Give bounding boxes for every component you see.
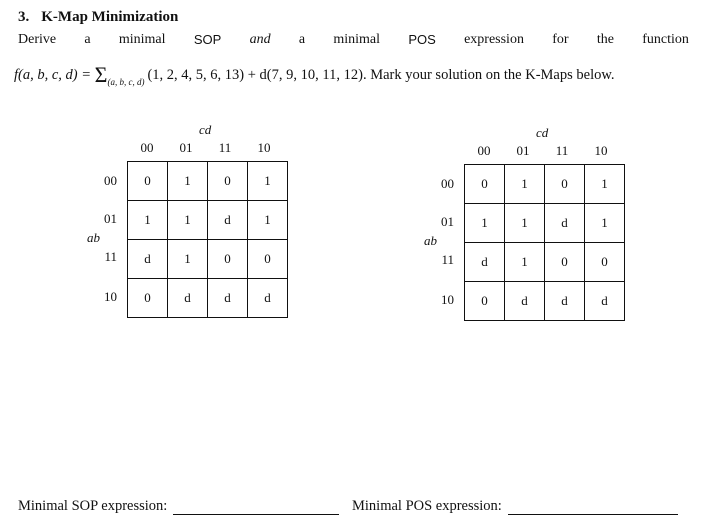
kmap-cell[interactable]: 0 (208, 162, 248, 201)
kmap-row-variable: ab (424, 233, 437, 248)
kmap-row-header: 01 (104, 211, 117, 226)
kmap-row-header: 00 (104, 173, 117, 188)
kmap-cell[interactable]: 0 (128, 279, 168, 318)
kmap-col-variable: cd (536, 125, 549, 140)
kmap-cell[interactable]: 1 (248, 162, 288, 201)
kmap-grid (127, 161, 288, 318)
kmap-cell[interactable]: 0 (545, 243, 585, 282)
kmap-cell[interactable]: 1 (585, 204, 625, 243)
kmap-cell[interactable]: 1 (168, 240, 208, 279)
kmap-row-variable: ab (87, 230, 100, 245)
kmap-cell[interactable]: 1 (505, 243, 545, 282)
word: a (84, 32, 91, 47)
sop-answer (18, 498, 339, 515)
kmap-col-header: 10 (257, 140, 271, 155)
kmap-cell[interactable]: 0 (585, 243, 625, 282)
function-rhs: (1, 2, 4, 5, 6, 13) + d(7, 9, 10, 11, 12) (147, 67, 363, 83)
instruction-text: . Mark your solution on the K-Maps below. (362, 67, 615, 83)
kmap-row-header: 10 (104, 289, 117, 304)
sigma-symbol: Σ (94, 62, 108, 87)
kmap-cell[interactable]: 1 (465, 204, 505, 243)
kmap-cell[interactable]: 1 (128, 201, 168, 240)
kmap-cell[interactable]: 1 (505, 165, 545, 204)
kmap-cell[interactable]: d (505, 282, 545, 321)
word: minimal (333, 32, 381, 47)
kmap-cell[interactable]: 1 (248, 201, 288, 240)
sop-answer-blank[interactable] (173, 501, 339, 515)
word: POS (408, 32, 436, 47)
sop-answer-label: Minimal SOP expression: (18, 498, 168, 514)
kmap-cell[interactable]: d (248, 279, 288, 318)
kmap-cell[interactable]: 0 (465, 282, 505, 321)
word: SOP (193, 32, 222, 47)
kmap-col-variable: cd (199, 122, 212, 137)
kmap-cell[interactable]: 0 (545, 165, 585, 204)
kmap-row-header: 11 (104, 249, 117, 264)
word: Derive (18, 32, 57, 47)
word: expression (464, 32, 524, 47)
problem-title: K-Map Minimization (41, 9, 179, 25)
kmap-cell[interactable]: d (545, 204, 585, 243)
kmap-cell[interactable]: 1 (168, 201, 208, 240)
kmap-cell[interactable]: d (208, 279, 248, 318)
sigma-subscript: (a, b, c, d) (107, 77, 145, 87)
kmap-cell[interactable]: 1 (505, 204, 545, 243)
word: and (249, 32, 271, 47)
kmap-row-header: 00 (441, 176, 454, 191)
function-lhs: f(a, b, c, d) = (14, 67, 92, 83)
word: function (642, 32, 689, 47)
pos-answer-label: Minimal POS expression: (352, 498, 502, 514)
function-definition (14, 59, 615, 85)
word: minimal (118, 32, 166, 47)
pos-answer (352, 498, 678, 515)
problem-heading (18, 9, 178, 26)
kmap-cell[interactable]: d (208, 201, 248, 240)
kmap-grid (464, 164, 625, 321)
kmap-row-header: 01 (441, 214, 454, 229)
kmap-cell[interactable]: 1 (168, 162, 208, 201)
kmap-cell[interactable]: d (465, 243, 505, 282)
kmap-col-header: 01 (179, 140, 193, 155)
kmap-col-header: 10 (594, 143, 608, 158)
kmap-cell[interactable]: 0 (248, 240, 288, 279)
kmap-col-header: 00 (477, 143, 491, 158)
kmap-cell[interactable]: d (585, 282, 625, 321)
kmap-cell[interactable]: 1 (585, 165, 625, 204)
problem-number: 3. (18, 9, 30, 25)
kmap-row-header: 11 (441, 252, 454, 267)
kmap-col-header: 11 (555, 143, 569, 158)
kmap-cell[interactable]: 0 (128, 162, 168, 201)
kmap-sop (85, 122, 345, 312)
kmap-cell[interactable]: 0 (465, 165, 505, 204)
kmap-cell[interactable]: d (128, 240, 168, 279)
kmap-col-header: 01 (516, 143, 530, 158)
kmap-cell[interactable]: d (168, 279, 208, 318)
kmap-cell[interactable]: 0 (208, 240, 248, 279)
word: for (552, 32, 569, 47)
problem-statement-line-1 (18, 32, 689, 48)
pos-answer-blank[interactable] (508, 501, 678, 515)
word: a (298, 32, 306, 47)
kmap-row-header: 10 (441, 292, 454, 307)
kmap-col-header: 11 (218, 140, 232, 155)
kmap-pos (422, 125, 682, 315)
kmap-cell[interactable]: d (545, 282, 585, 321)
kmap-col-header: 00 (140, 140, 154, 155)
word: the (596, 32, 614, 47)
